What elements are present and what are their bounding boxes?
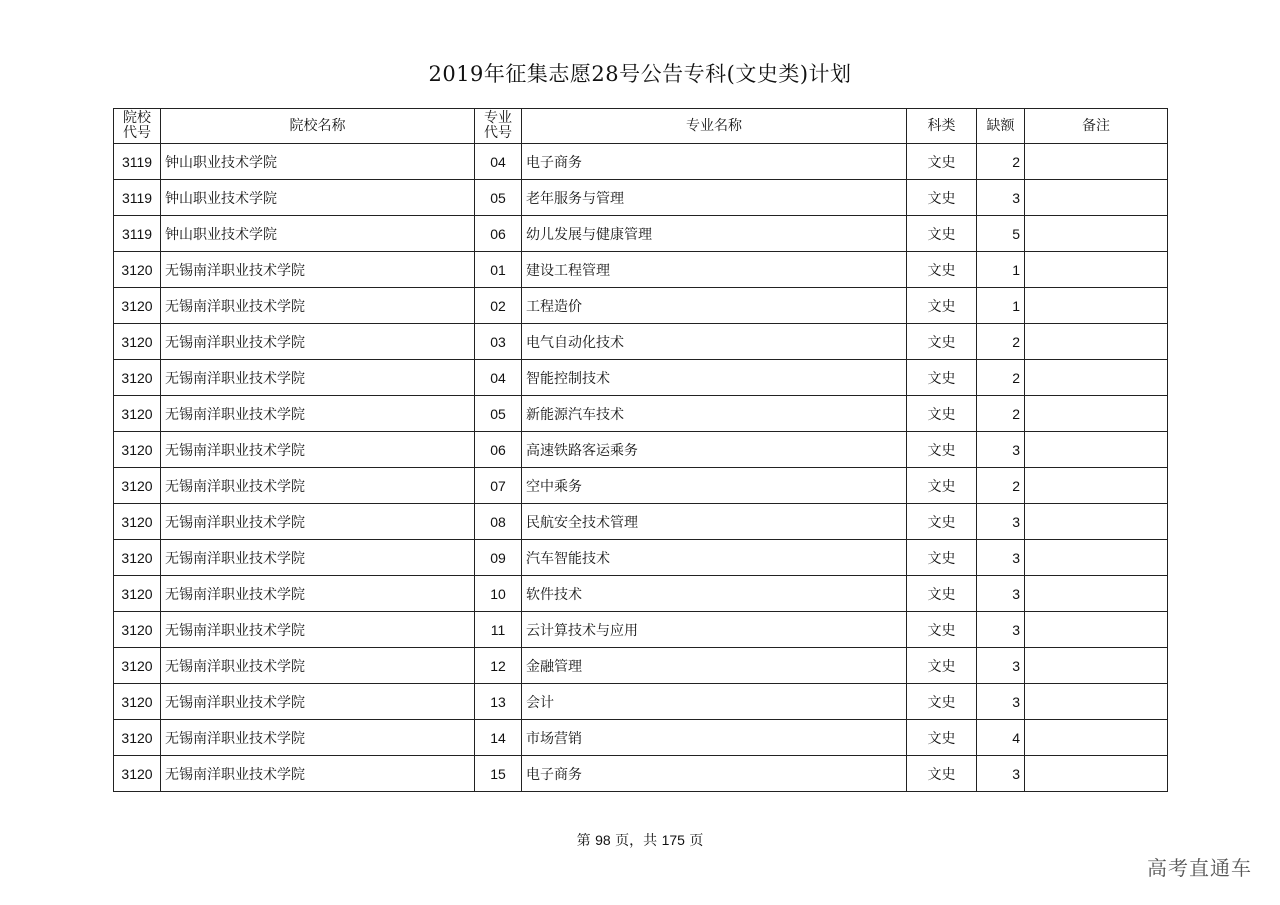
table-row (114, 720, 1168, 756)
header-vacancy: 缺额 (977, 109, 1025, 144)
cell-remarks (1025, 576, 1168, 612)
plan-table (113, 108, 1168, 792)
cell-vacancy: 3 (977, 504, 1025, 540)
header-major-name: 专业名称 (522, 109, 907, 144)
cell-school-code: 3119 (114, 216, 161, 252)
cell-major-code: 11 (475, 612, 522, 648)
cell-vacancy: 2 (977, 144, 1025, 180)
cell-category: 文史 (907, 612, 977, 648)
cell-school-code: 3120 (114, 612, 161, 648)
cell-school-code: 3120 (114, 576, 161, 612)
cell-vacancy: 1 (977, 288, 1025, 324)
cell-school-name: 钟山职业技术学院 (161, 180, 475, 216)
cell-school-name: 无锡南洋职业技术学院 (161, 648, 475, 684)
cell-major-code: 05 (475, 396, 522, 432)
cell-school-name: 钟山职业技术学院 (161, 216, 475, 252)
table-body (114, 144, 1168, 792)
cell-category: 文史 (907, 216, 977, 252)
cell-school-name: 无锡南洋职业技术学院 (161, 288, 475, 324)
header-major-code: 专业代号 (475, 109, 522, 144)
table-row (114, 684, 1168, 720)
cell-remarks (1025, 504, 1168, 540)
cell-major-name: 工程造价 (522, 288, 907, 324)
cell-category: 文史 (907, 396, 977, 432)
cell-school-code: 3120 (114, 360, 161, 396)
cell-school-name: 无锡南洋职业技术学院 (161, 540, 475, 576)
cell-major-code: 12 (475, 648, 522, 684)
cell-category: 文史 (907, 432, 977, 468)
cell-remarks (1025, 648, 1168, 684)
cell-school-code: 3120 (114, 684, 161, 720)
table-row (114, 252, 1168, 288)
cell-school-name: 无锡南洋职业技术学院 (161, 396, 475, 432)
table-row (114, 216, 1168, 252)
cell-major-name: 民航安全技术管理 (522, 504, 907, 540)
cell-major-code: 03 (475, 324, 522, 360)
cell-vacancy: 3 (977, 756, 1025, 792)
cell-school-name: 无锡南洋职业技术学院 (161, 684, 475, 720)
cell-remarks (1025, 216, 1168, 252)
cell-school-code: 3120 (114, 540, 161, 576)
cell-remarks (1025, 720, 1168, 756)
cell-vacancy: 3 (977, 576, 1025, 612)
cell-vacancy: 2 (977, 360, 1025, 396)
cell-vacancy: 5 (977, 216, 1025, 252)
cell-category: 文史 (907, 360, 977, 396)
cell-major-name: 新能源汽车技术 (522, 396, 907, 432)
cell-category: 文史 (907, 252, 977, 288)
cell-major-name: 会计 (522, 684, 907, 720)
header-school-name: 院校名称 (161, 109, 475, 144)
cell-major-code: 07 (475, 468, 522, 504)
cell-category: 文史 (907, 144, 977, 180)
header-category: 科类 (907, 109, 977, 144)
table-row (114, 468, 1168, 504)
cell-school-name: 无锡南洋职业技术学院 (161, 252, 475, 288)
table-row (114, 576, 1168, 612)
cell-vacancy: 3 (977, 684, 1025, 720)
cell-category: 文史 (907, 504, 977, 540)
cell-category: 文史 (907, 288, 977, 324)
cell-remarks (1025, 756, 1168, 792)
cell-major-code: 14 (475, 720, 522, 756)
table-row (114, 648, 1168, 684)
cell-remarks (1025, 684, 1168, 720)
cell-major-name: 云计算技术与应用 (522, 612, 907, 648)
cell-school-code: 3119 (114, 144, 161, 180)
cell-remarks (1025, 324, 1168, 360)
table-row (114, 504, 1168, 540)
cell-category: 文史 (907, 720, 977, 756)
table-row (114, 144, 1168, 180)
cell-school-code: 3120 (114, 756, 161, 792)
cell-major-name: 汽车智能技术 (522, 540, 907, 576)
cell-remarks (1025, 396, 1168, 432)
cell-major-code: 04 (475, 360, 522, 396)
cell-school-name: 钟山职业技术学院 (161, 144, 475, 180)
table-row (114, 396, 1168, 432)
cell-major-name: 建设工程管理 (522, 252, 907, 288)
watermark-text: 高考直通车 (1147, 856, 1252, 880)
cell-major-name: 电子商务 (522, 144, 907, 180)
cell-major-name: 市场营销 (522, 720, 907, 756)
cell-remarks (1025, 468, 1168, 504)
footer-suffix: 页 (689, 833, 704, 849)
cell-school-name: 无锡南洋职业技术学院 (161, 324, 475, 360)
cell-school-code: 3120 (114, 252, 161, 288)
cell-school-code: 3120 (114, 396, 161, 432)
cell-category: 文史 (907, 648, 977, 684)
cell-school-code: 3120 (114, 720, 161, 756)
cell-vacancy: 3 (977, 648, 1025, 684)
cell-major-code: 06 (475, 432, 522, 468)
cell-remarks (1025, 612, 1168, 648)
header-school-code: 院校代号 (114, 109, 161, 144)
cell-remarks (1025, 360, 1168, 396)
cell-major-code: 06 (475, 216, 522, 252)
table-row (114, 288, 1168, 324)
cell-category: 文史 (907, 468, 977, 504)
cell-vacancy: 2 (977, 396, 1025, 432)
cell-vacancy: 3 (977, 540, 1025, 576)
cell-school-code: 3120 (114, 468, 161, 504)
cell-remarks (1025, 432, 1168, 468)
table-row (114, 432, 1168, 468)
cell-vacancy: 3 (977, 612, 1025, 648)
cell-major-name: 高速铁路客运乘务 (522, 432, 907, 468)
page-footer (0, 830, 1280, 850)
cell-category: 文史 (907, 576, 977, 612)
cell-major-code: 10 (475, 576, 522, 612)
cell-school-name: 无锡南洋职业技术学院 (161, 756, 475, 792)
footer-page-number: 98 (595, 832, 611, 848)
footer-mid: 页，共 (615, 833, 658, 849)
cell-major-name: 幼儿发展与健康管理 (522, 216, 907, 252)
cell-school-code: 3119 (114, 180, 161, 216)
cell-school-code: 3120 (114, 648, 161, 684)
cell-major-name: 电子商务 (522, 756, 907, 792)
cell-remarks (1025, 252, 1168, 288)
table-row (114, 324, 1168, 360)
cell-school-name: 无锡南洋职业技术学院 (161, 576, 475, 612)
cell-remarks (1025, 288, 1168, 324)
cell-vacancy: 1 (977, 252, 1025, 288)
cell-school-code: 3120 (114, 324, 161, 360)
cell-major-code: 09 (475, 540, 522, 576)
page-title: 2019年征集志愿28号公告专科(文史类)计划 (428, 62, 852, 86)
table-row (114, 360, 1168, 396)
cell-remarks (1025, 180, 1168, 216)
cell-major-code: 04 (475, 144, 522, 180)
cell-vacancy: 2 (977, 324, 1025, 360)
cell-category: 文史 (907, 324, 977, 360)
cell-school-code: 3120 (114, 432, 161, 468)
cell-school-name: 无锡南洋职业技术学院 (161, 504, 475, 540)
cell-major-name: 软件技术 (522, 576, 907, 612)
cell-major-code: 02 (475, 288, 522, 324)
cell-school-name: 无锡南洋职业技术学院 (161, 720, 475, 756)
cell-school-name: 无锡南洋职业技术学院 (161, 468, 475, 504)
cell-remarks (1025, 540, 1168, 576)
table-row (114, 612, 1168, 648)
cell-major-name: 智能控制技术 (522, 360, 907, 396)
footer-prefix: 第 (576, 833, 591, 849)
footer-total-pages: 175 (661, 832, 685, 848)
cell-category: 文史 (907, 756, 977, 792)
cell-category: 文史 (907, 180, 977, 216)
cell-school-name: 无锡南洋职业技术学院 (161, 612, 475, 648)
header-remarks: 备注 (1025, 109, 1168, 144)
cell-vacancy: 2 (977, 468, 1025, 504)
cell-category: 文史 (907, 540, 977, 576)
cell-major-name: 电气自动化技术 (522, 324, 907, 360)
table-header-row (114, 109, 1168, 144)
cell-school-name: 无锡南洋职业技术学院 (161, 360, 475, 396)
cell-vacancy: 3 (977, 432, 1025, 468)
cell-vacancy: 4 (977, 720, 1025, 756)
cell-category: 文史 (907, 684, 977, 720)
table-row (114, 540, 1168, 576)
cell-major-name: 空中乘务 (522, 468, 907, 504)
cell-major-name: 老年服务与管理 (522, 180, 907, 216)
cell-vacancy: 3 (977, 180, 1025, 216)
cell-major-code: 01 (475, 252, 522, 288)
cell-school-code: 3120 (114, 288, 161, 324)
cell-remarks (1025, 144, 1168, 180)
cell-school-name: 无锡南洋职业技术学院 (161, 432, 475, 468)
cell-major-code: 15 (475, 756, 522, 792)
table-row (114, 756, 1168, 792)
cell-major-code: 13 (475, 684, 522, 720)
cell-major-code: 08 (475, 504, 522, 540)
cell-major-code: 05 (475, 180, 522, 216)
cell-major-name: 金融管理 (522, 648, 907, 684)
cell-school-code: 3120 (114, 504, 161, 540)
table-row (114, 180, 1168, 216)
